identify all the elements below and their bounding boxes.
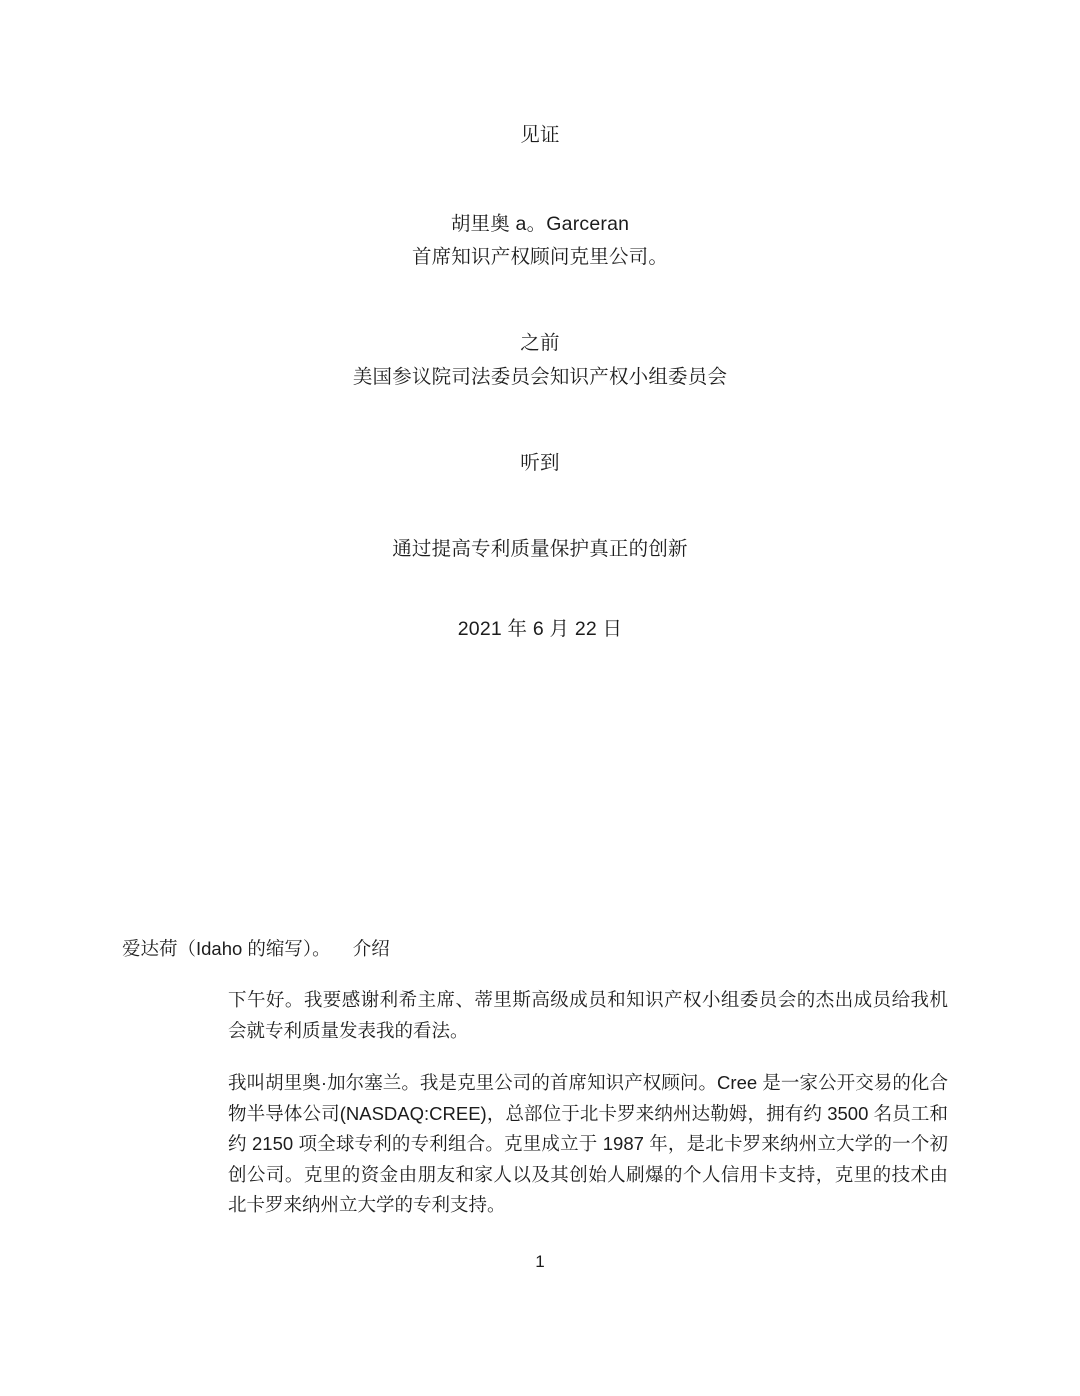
committee-name: 美国参议院司法委员会知识产权小组委员会 [352, 366, 728, 388]
paragraph: 我叫胡里奥·加尔塞兰。我是克里公司的首席知识产权顾问。Cree 是一家公开交易的化合物半导体公司(NASDAQ:CREE)，总部位于北卡罗来纳州达勒姆，拥有约 3500 名员工和约 2150 项全球专利的专利组合。克里成立于 1987 年，是北卡罗来纳州立大学的一个初创公司。克里的资金由朋友和家人以及其创始人刷爆的个人信用卡支持，克里的技术由北卡罗来纳州立大学的专利支持。 [228, 1072, 948, 1215]
spacer [0, 394, 1080, 446]
before-label: 之前 [520, 332, 560, 354]
hearing-label: 听到 [520, 452, 560, 474]
hearing-topic: 通过提高专利质量保护真正的创新 [392, 538, 688, 560]
section-heading [122, 935, 390, 961]
section-number: 爱达荷（Idaho 的缩写）。 [122, 938, 331, 959]
spacer [0, 274, 1080, 326]
page-number: 1 [535, 1252, 545, 1271]
document-heading: 见证 [520, 124, 560, 146]
title-block [0, 118, 1080, 646]
spacer [0, 566, 1080, 612]
body-column [228, 985, 948, 1221]
section-title: 介绍 [352, 938, 390, 959]
paragraph: 下午好。我要感谢利希主席、蒂里斯高级成员和知识产权小组委员会的杰出成员给我机会就专利质量发表我的看法。 [228, 989, 948, 1041]
witness-name: 胡里奥 a。Garceran [450, 213, 630, 235]
witness-title: 首席知识产权顾问克里公司。 [411, 246, 669, 268]
spacer [0, 152, 1080, 208]
spacer [0, 480, 1080, 532]
hearing-date: 2021 年 6 月 22 日 [457, 618, 623, 640]
